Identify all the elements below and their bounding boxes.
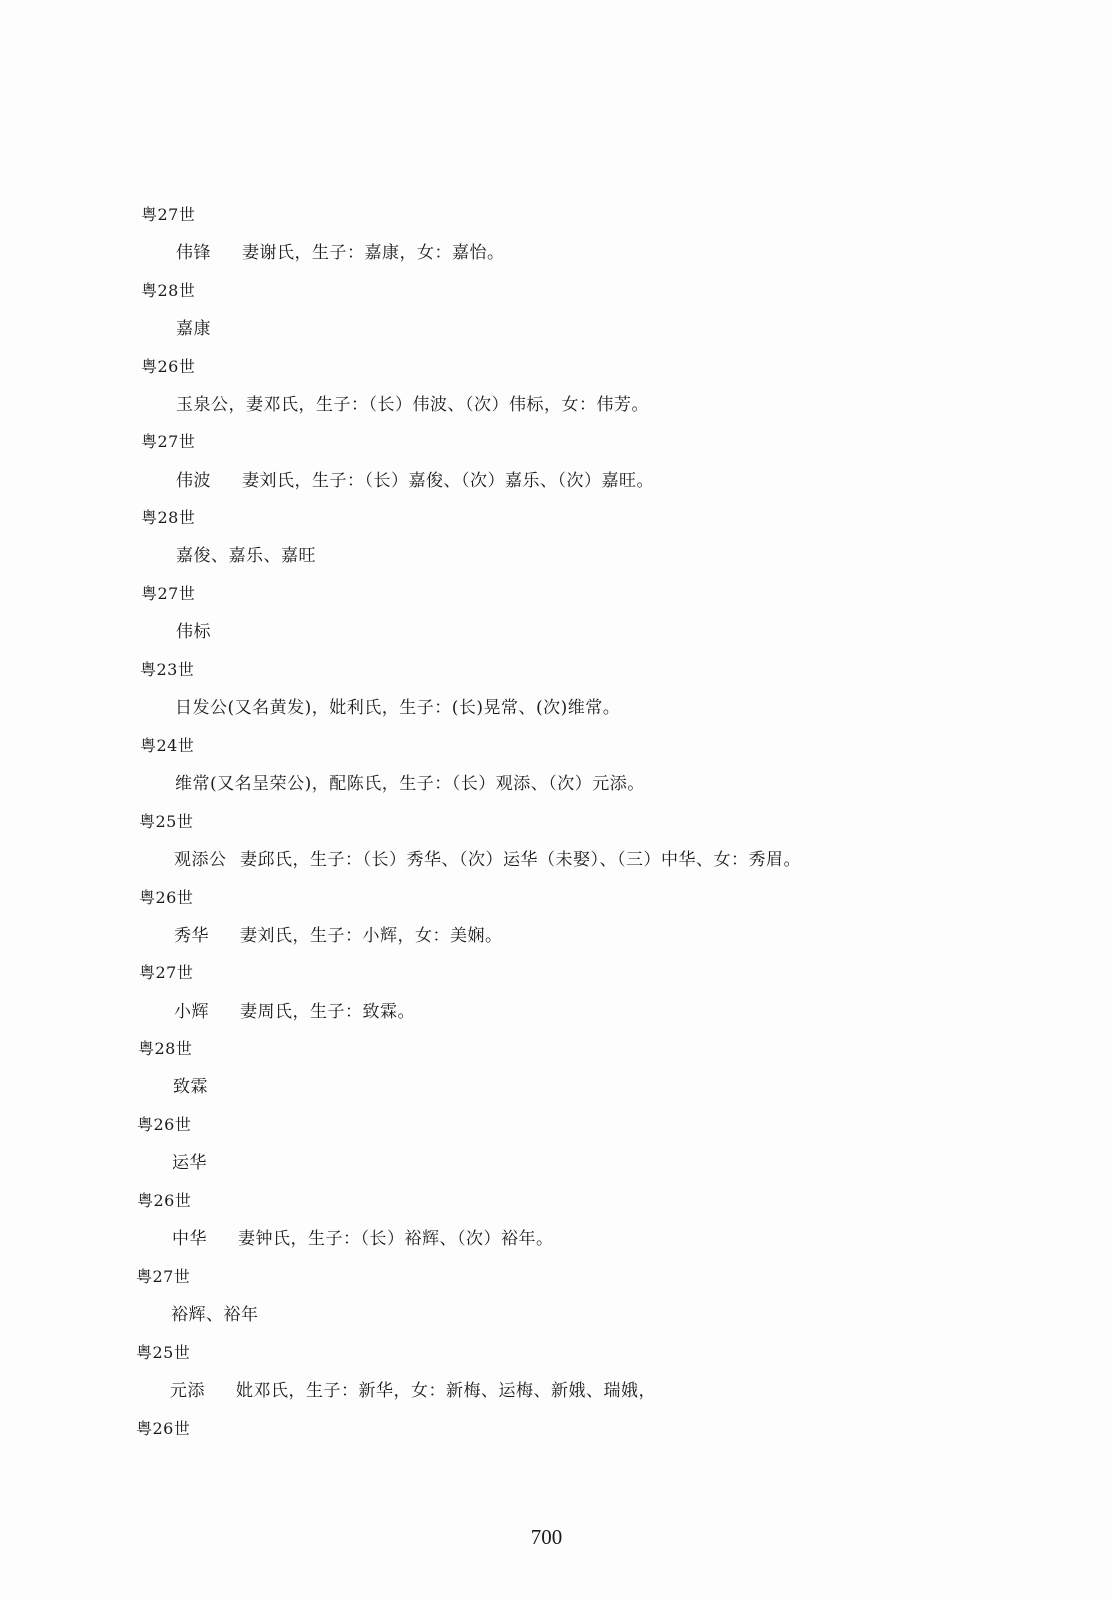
member-name: 伟标 — [176, 622, 211, 642]
member-description: 玉泉公，妻邓氏，生子：（长）伟波、（次）伟标，女：伟芳。 — [176, 395, 649, 415]
member-description: 妣邓氏，生子：新华，女：新梅、运梅、新娥、瑞娥， — [236, 1381, 656, 1401]
generation-label: 粤27世 — [141, 432, 196, 451]
generation-label: 粤27世 — [141, 205, 196, 224]
member-description: 妻周氏，生子：致霖。 — [240, 1002, 415, 1022]
member-entry — [174, 849, 801, 871]
member-description: 妻刘氏，生子：（长）嘉俊、（次）嘉乐、（次）嘉旺。 — [242, 471, 654, 491]
member-name: 元添 — [170, 1381, 205, 1401]
member-name: 嘉康 — [176, 319, 211, 339]
generation-label: 粤26世 — [141, 357, 196, 376]
member-entry — [176, 621, 211, 643]
member-entry — [172, 1228, 554, 1250]
member-entry — [174, 1001, 415, 1023]
member-description: 裕辉、裕年 — [171, 1305, 259, 1325]
generation-label: 粤28世 — [141, 281, 196, 300]
generation-label: 粤27世 — [136, 1267, 191, 1286]
member-entry — [171, 1304, 259, 1326]
generation-label: 粤24世 — [140, 736, 195, 755]
generation-label: 粤26世 — [136, 1419, 191, 1438]
member-entry — [175, 773, 645, 795]
generation-label: 粤23世 — [140, 660, 195, 679]
member-entry — [176, 394, 649, 416]
page-number: 700 — [530, 1525, 563, 1549]
member-name: 小辉 — [174, 1002, 209, 1022]
member-entry — [176, 318, 211, 340]
member-entry — [173, 1076, 208, 1098]
member-entry — [175, 697, 620, 719]
member-name: 伟波 — [176, 471, 211, 491]
member-entry — [176, 470, 654, 492]
member-entry — [176, 545, 316, 567]
member-name: 中华 — [172, 1229, 207, 1249]
generation-label: 粤28世 — [141, 508, 196, 527]
member-name: 伟锋 — [176, 243, 211, 263]
member-description: 妻邱氏，生子：（长）秀华、（次）运华（未娶）、（三）中华、女：秀眉。 — [240, 850, 801, 870]
member-name: 秀华 — [174, 926, 209, 946]
member-entry — [170, 1380, 656, 1402]
member-name: 运华 — [172, 1153, 207, 1173]
member-entry — [174, 925, 503, 947]
member-entry — [172, 1152, 207, 1174]
generation-label: 粤25世 — [139, 812, 194, 831]
member-description: 妻刘氏，生子：小辉，女：美娴。 — [240, 926, 503, 946]
generation-label: 粤27世 — [141, 584, 196, 603]
member-description: 妻谢氏，生子：嘉康，女：嘉怡。 — [242, 243, 505, 263]
generation-label: 粤26世 — [137, 1191, 192, 1210]
generation-label: 粤25世 — [136, 1343, 191, 1362]
member-description: 维常(又名呈荣公)，配陈氏，生子：（长）观添、（次）元添。 — [175, 774, 645, 794]
generation-label: 粤28世 — [138, 1039, 193, 1058]
member-description: 嘉俊、嘉乐、嘉旺 — [176, 546, 316, 566]
generation-label: 粤26世 — [139, 888, 194, 907]
generation-label: 粤26世 — [137, 1115, 192, 1134]
member-description: 日发公(又名黄发)，妣利氏，生子：(长)晃常、(次)维常。 — [175, 698, 621, 718]
member-name: 致霖 — [173, 1077, 208, 1097]
member-entry — [176, 242, 505, 264]
member-name: 观添公 — [174, 850, 227, 870]
member-description: 妻钟氏，生子：（长）裕辉、（次）裕年。 — [238, 1229, 554, 1249]
generation-label: 粤27世 — [139, 963, 194, 982]
